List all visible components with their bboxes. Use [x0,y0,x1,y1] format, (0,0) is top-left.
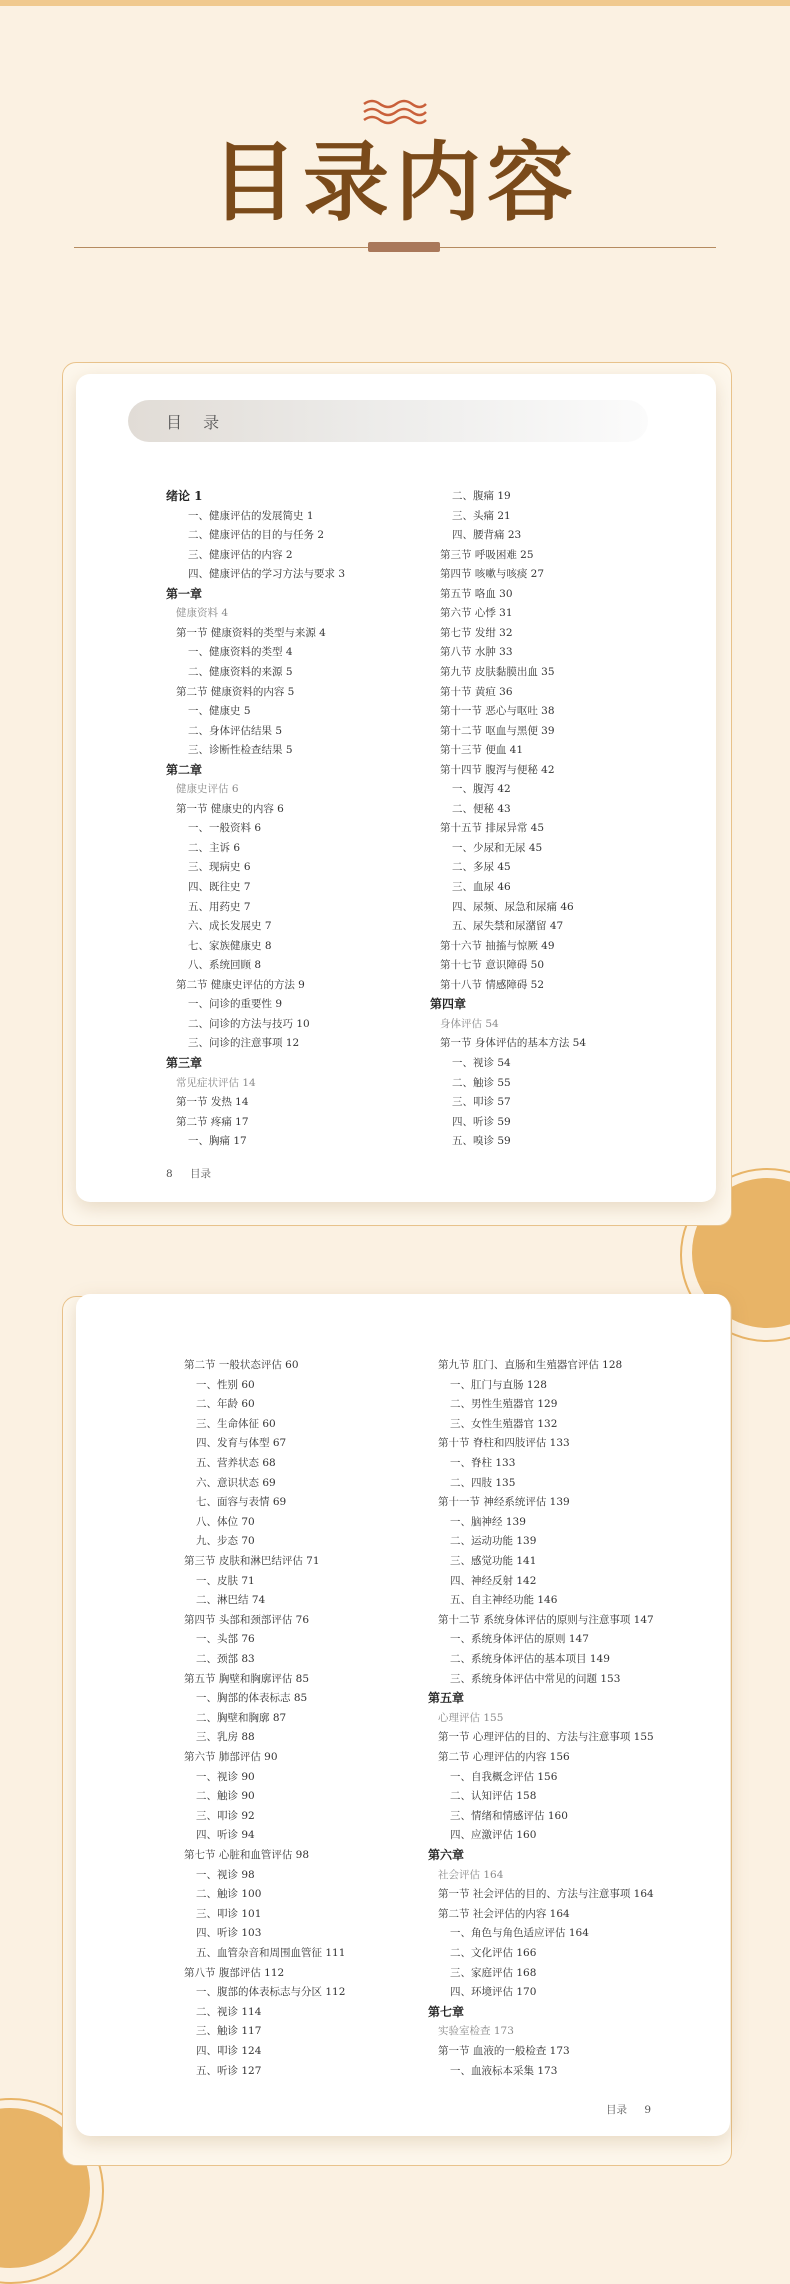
toc-entry: 七、面容与表情 69 [196,1496,287,1509]
toc-entry: 一、健康评估的发展简史 1 [188,509,314,522]
toc-entry: 二、视诊 114 [196,2005,262,2018]
toc-entry: 二、四肢 135 [450,1476,516,1489]
toc-entry: 第一节 社会评估的目的、方法与注意事项 164 [438,1888,654,1901]
toc-entry: 第一节 心理评估的目的、方法与注意事项 155 [438,1731,654,1744]
toc-entry: 第四节 头部和颈部评估 76 [184,1613,310,1626]
toc-entry: 一、头部 76 [196,1633,255,1646]
toc-entry: 二、主诉 6 [188,841,241,854]
toc-entry: 二、身体评估结果 5 [188,724,283,737]
toc-entry: 一、角色与角色适应评估 164 [450,1927,589,1940]
toc-entry: 五、自主神经功能 146 [450,1594,558,1607]
toc-entry: 第十三节 便血 41 [440,744,524,757]
toc-entry: 六、意识状态 69 [196,1476,276,1489]
toc-entry: 二、腹痛 19 [452,490,511,502]
toc-entry: 四、叩诊 124 [196,2045,262,2057]
title-divider-accent [368,242,440,252]
toc-entry: 一、视诊 54 [452,1056,511,1069]
toc-entry: 第六节 心悸 31 [440,607,513,620]
toc-entry: 第十一节 恶心与呕吐 38 [440,705,555,718]
page2-footer [606,2102,651,2117]
toc-entry: 第一节 发热 14 [176,1096,249,1109]
toc-entry: 二、健康资料的来源 5 [188,665,293,678]
toc-entry: 第二节 健康史评估的方法 9 [176,978,305,991]
toc-entry: 二、文化评估 166 [450,1947,537,1959]
top-accent-bar [0,0,790,6]
toc-entry: 第三节 呼吸困难 25 [440,548,534,561]
toc-entry: 三、情绪和情感评估 160 [450,1809,568,1822]
toc-entry: 实验室检查 173 [438,2025,514,2038]
toc-entry: 第二节 社会评估的内容 164 [438,1907,570,1920]
toc-entry: 三、叩诊 57 [452,1096,511,1109]
toc-entry: 第十一节 神经系统评估 139 [438,1496,570,1509]
toc-entry: 一、少尿和无尿 45 [452,841,543,854]
toc-entry: 八、系统回顾 8 [188,959,262,972]
toc-entry: 二、淋巴结 74 [196,1594,266,1607]
toc-entry: 第二节 心理评估的内容 156 [438,1751,570,1763]
toc-entry: 第一章 [166,586,203,601]
toc-entry: 三、生命体征 60 [196,1417,276,1430]
toc-entry: 第七节 发绀 32 [440,626,513,639]
toc-entry: 二、问诊的方法与技巧 10 [188,1017,310,1030]
toc-entry: 二、认知评估 158 [450,1790,537,1803]
toc-entry: 四、发育与体型 67 [196,1437,287,1450]
toc-entry: 二、健康评估的目的与任务 2 [188,529,325,542]
toc-entry: 一、性别 60 [196,1378,255,1391]
toc-entry: 第九节 皮肤黏膜出血 35 [440,665,555,678]
toc-entry: 第六节 肺部评估 90 [184,1751,278,1763]
toc-entry: 二、系统身体评估的基本项目 149 [450,1653,610,1665]
toc-entry: 五、尿失禁和尿潴留 47 [452,920,564,933]
page-number: 8 [166,1168,173,1180]
toc-entry: 三、诊断性检查结果 5 [188,744,293,757]
toc-entry: 三、乳房 88 [196,1731,255,1744]
toc-entry: 一、腹部的体表标志与分区 112 [196,1986,346,1999]
toc-entry: 第一节 健康资料的类型与来源 4 [176,626,326,639]
toc-entry: 第十七节 意识障碍 50 [440,959,545,972]
toc-entry: 健康资料 4 [176,607,229,620]
toc-entry: 三、血尿 46 [452,881,511,893]
toc-entry: 二、多尿 45 [452,861,511,874]
toc-entry: 一、视诊 90 [196,1770,255,1783]
toc-entry: 三、系统身体评估中常见的问题 153 [450,1672,621,1685]
toc-entry: 第十二节 呕血与黑便 39 [440,724,555,737]
toc-entry: 第五节 咯血 30 [440,587,513,600]
toc-entry: 二、触诊 100 [196,1888,262,1901]
toc-entry: 三、问诊的注意事项 12 [188,1037,300,1050]
toc-entry: 二、颈部 83 [196,1653,255,1665]
toc-entry: 七、家族健康史 8 [188,939,272,952]
toc-entry: 四、腰背痛 23 [452,529,522,542]
toc-entry: 第七节 心脏和血管评估 98 [184,1849,310,1861]
toc-entry: 一、脊柱 133 [450,1457,516,1469]
toc-entry: 三、叩诊 92 [196,1809,255,1822]
toc-entry: 四、环境评估 170 [450,1986,537,1999]
toc-entry: 二、触诊 55 [452,1076,511,1089]
toc-entry: 四、健康评估的学习方法与要求 3 [188,568,346,581]
toc-entry: 第六章 [428,1848,465,1862]
toc-entry: 五、营养状态 68 [196,1457,276,1469]
toc-entry: 四、听诊 59 [452,1115,511,1128]
toc-entry: 三、头痛 21 [452,509,511,522]
toc-entry: 三、家庭评估 168 [450,1966,537,1979]
toc-entry: 一、自我概念评估 156 [450,1770,558,1783]
wave-ornament-icon [362,98,428,126]
toc-entry: 第二节 疼痛 17 [176,1115,249,1128]
toc-entry: 第十二节 系统身体评估的原则与注意事项 147 [438,1613,654,1626]
toc-entry: 一、问诊的重要性 9 [188,998,283,1011]
toc-entry: 第四章 [430,997,467,1012]
toc-entry: 一、脑神经 139 [450,1515,526,1528]
toc-entry: 一、视诊 98 [196,1868,255,1881]
page2-card [76,1294,730,2136]
toc-entry: 绪论 1 [166,489,203,503]
toc-entry: 五、血管杂音和周围血管征 111 [196,1947,346,1959]
toc-entry: 心理评估 155 [438,1711,504,1724]
toc-entry: 健康史评估 6 [176,783,239,796]
toc-entry: 五、嗅诊 59 [452,1135,511,1148]
toc-entry: 六、成长发展史 7 [188,920,272,933]
toc-entry: 一、血液标本采集 173 [450,2064,558,2077]
toc-entry: 第十五节 排尿异常 45 [440,822,545,835]
toc-entry: 四、应激评估 160 [450,1829,537,1842]
toc-entry: 第一节 健康史的内容 6 [176,802,284,815]
toc-entry: 二、胸壁和胸廓 87 [196,1711,287,1724]
toc-entry: 第十八节 情感障碍 52 [440,978,545,991]
toc-entry: 常见症状评估 14 [176,1076,256,1089]
toc-entry: 身体评估 54 [440,1017,499,1030]
toc-entry: 一、健康资料的类型 4 [188,646,293,659]
page1-footer [166,1166,211,1181]
toc-entry: 第二章 [166,762,203,777]
toc-entry: 第一节 血液的一般检查 173 [438,2045,570,2057]
toc-entry: 四、尿频、尿急和尿痛 46 [452,900,574,913]
toc-entry: 二、便秘 43 [452,802,511,815]
footer-label: 目录 [190,1168,212,1180]
toc-entry: 二、运动功能 139 [450,1535,537,1548]
toc-entry: 第七章 [428,2004,465,2019]
toc-entry: 五、用药史 7 [188,900,251,913]
toc-entry: 四、听诊 103 [196,1927,262,1940]
toc-entry: 第一节 身体评估的基本方法 54 [440,1037,587,1050]
toc-entry: 五、听诊 127 [196,2064,262,2077]
toc-entry: 二、年龄 60 [196,1398,255,1411]
toc-entry: 一、肛门与直肠 128 [450,1378,547,1391]
toc-entry: 第八节 水肿 33 [440,646,513,659]
toc-entry: 第三章 [166,1055,203,1070]
toc-entry: 第二节 健康资料的内容 5 [176,685,295,698]
page-title: 目录内容 [211,132,579,233]
toc-entry: 四、神经反射 142 [450,1574,537,1587]
toc-entry: 一、健康史 5 [188,705,251,718]
toc-entry: 第四节 咳嗽与咳痰 27 [440,568,545,581]
toc-entry: 四、既往史 7 [188,881,251,893]
toc-entry: 九、步态 70 [196,1535,255,1548]
toc-entry: 第十六节 抽搐与惊厥 49 [440,939,555,952]
toc-entry: 三、现病史 6 [188,861,251,874]
toc-entry: 第九节 肛门、直肠和生殖器官评估 128 [438,1359,623,1371]
toc-entry: 三、感觉功能 141 [450,1555,537,1567]
toc-entry: 第三节 皮肤和淋巴结评估 71 [184,1555,320,1567]
toc-entry: 三、女性生殖器官 132 [450,1417,558,1430]
toc-entry: 第二节 一般状态评估 60 [184,1359,299,1371]
toc-entry: 三、健康评估的内容 2 [188,548,293,561]
page-number: 9 [644,2104,652,2116]
toc-entry: 一、一般资料 6 [188,822,262,835]
toc-entry: 第十节 黄疸 36 [440,685,513,698]
toc-heading: 目 录 [166,413,228,432]
toc-entry: 一、皮肤 71 [196,1574,255,1587]
toc-entry: 第五节 胸壁和胸廓评估 85 [184,1672,310,1685]
toc-entry: 一、胸部的体表标志 85 [196,1692,308,1705]
toc-entry: 第八节 腹部评估 112 [184,1966,285,1979]
toc-entry: 四、听诊 94 [196,1829,255,1842]
toc-entry: 八、体位 70 [196,1515,255,1528]
toc-entry: 三、叩诊 101 [196,1907,262,1920]
toc-entry: 第十节 脊柱和四肢评估 133 [438,1437,570,1450]
toc-entry: 一、系统身体评估的原则 147 [450,1633,589,1646]
footer-label: 目录 [606,2104,627,2116]
toc-entry: 一、腹泻 42 [452,783,511,796]
toc-entry: 第五章 [428,1691,465,1706]
toc-entry: 三、触诊 117 [196,2025,262,2038]
toc-entry: 二、男性生殖器官 129 [450,1398,558,1411]
toc-entry: 第十四节 腹泻与便秘 42 [440,763,555,776]
toc-entry: 社会评估 164 [438,1868,504,1881]
toc-entry: 一、胸痛 17 [188,1135,247,1148]
toc-entry: 二、触诊 90 [196,1790,255,1803]
